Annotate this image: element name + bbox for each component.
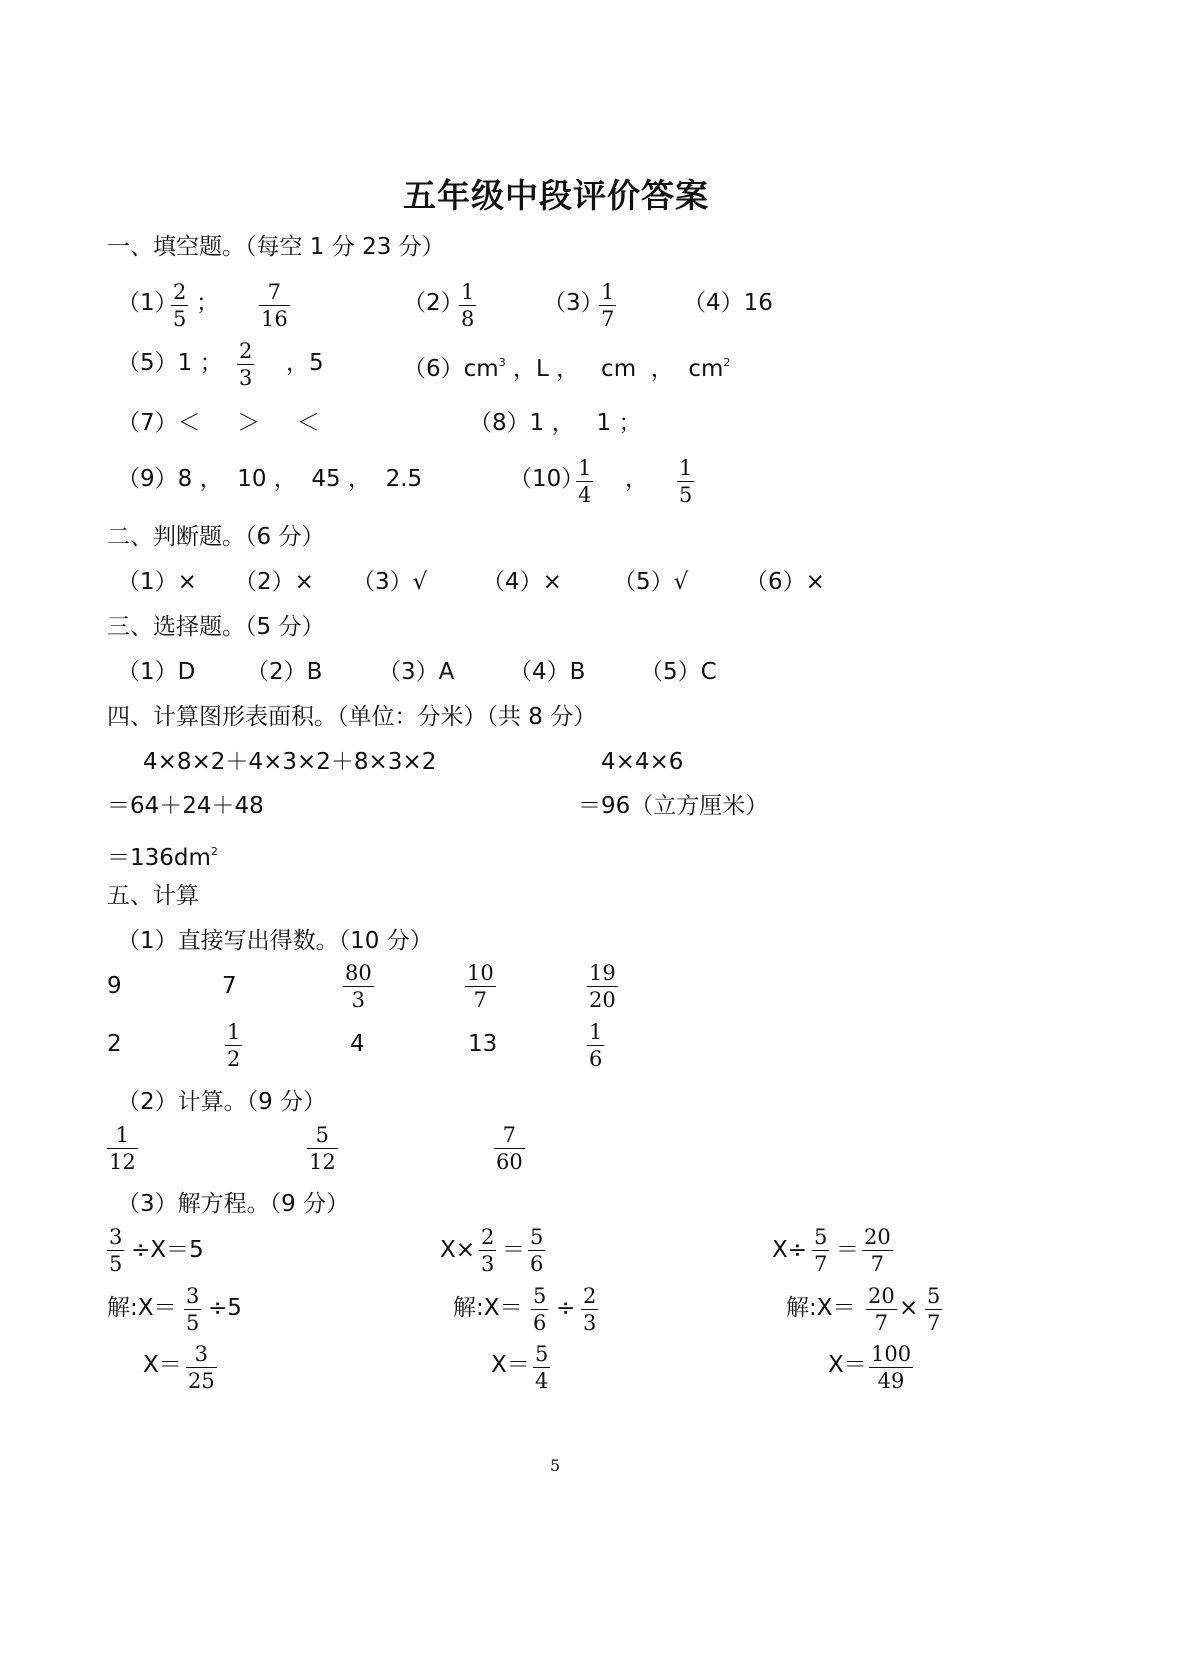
mental-answer: 4 bbox=[350, 1031, 365, 1057]
solve-label: 解:X＝ bbox=[786, 1295, 856, 1321]
x-equals: X＝ bbox=[828, 1352, 867, 1378]
q3-label: （3） bbox=[543, 290, 604, 316]
fraction: 3 5 bbox=[186, 1284, 200, 1335]
equation-text: ＝ bbox=[502, 1237, 525, 1263]
q9-answer: （9）8 ， 10 ， 45 ， 2.5 bbox=[117, 466, 423, 492]
judge-answer: （6）× bbox=[745, 569, 825, 595]
q10-sep: ， bbox=[625, 466, 648, 492]
section-2-heading: 二、判断题。（6 分） bbox=[107, 524, 325, 550]
fraction: 2 3 bbox=[239, 339, 253, 390]
calc-line: 4×8×2＋4×3×2＋8×3×2 bbox=[143, 749, 437, 775]
fraction: 2 3 bbox=[583, 1284, 597, 1335]
fraction: 1 2 bbox=[227, 1020, 241, 1071]
page-title: 五年级中段评价答案 bbox=[403, 176, 709, 215]
mental-answer: 2 bbox=[107, 1031, 122, 1057]
fraction: 80 3 bbox=[345, 961, 372, 1012]
q4-answer: （4）16 bbox=[683, 290, 773, 316]
q5-rest: ，5 bbox=[286, 350, 324, 376]
equation-text: X÷ bbox=[772, 1237, 808, 1263]
calc-line: 4×4×6 bbox=[601, 749, 684, 775]
fraction: 7 60 bbox=[496, 1123, 523, 1174]
choice-answer: （1）D bbox=[117, 659, 196, 685]
part-1-heading: （1）直接写出得数。（10 分） bbox=[117, 928, 433, 954]
x-equals: X＝ bbox=[143, 1352, 182, 1378]
q2-label: （2） bbox=[403, 290, 464, 316]
fraction: 1 8 bbox=[461, 280, 475, 331]
calc-result: ＝96（立方厘米） bbox=[578, 793, 769, 819]
fraction: 1 12 bbox=[109, 1123, 136, 1174]
page-number: 5 bbox=[550, 1456, 561, 1475]
fraction: 5 7 bbox=[814, 1225, 828, 1276]
x-equals: X＝ bbox=[491, 1352, 530, 1378]
equation-text: ＝ bbox=[836, 1237, 859, 1263]
mental-answer: 9 bbox=[107, 973, 122, 999]
section-1-heading: 一、填空题。（每空 1 分 23 分） bbox=[107, 234, 445, 260]
q1-sep: ； bbox=[196, 290, 219, 316]
q6-answer: $(6)cm^3$ ，L ， cm ， $cm^2$ bbox=[403, 356, 731, 382]
calc-result: $=136dm^2$ bbox=[107, 845, 218, 871]
section-4-heading: 四、计算图形表面积。（单位：分米）（共 8 分） bbox=[107, 704, 597, 730]
judge-answer: （3）√ bbox=[352, 569, 428, 595]
fraction: 20 7 bbox=[868, 1284, 895, 1335]
solve-label: 解:X＝ bbox=[107, 1295, 177, 1321]
fraction: 3 25 bbox=[188, 1342, 215, 1393]
choice-answer: （3）A bbox=[378, 659, 455, 685]
part-3-heading: （3）解方程。（9 分） bbox=[117, 1191, 350, 1217]
fraction: 5 6 bbox=[533, 1284, 547, 1335]
choice-answer: （5）C bbox=[640, 659, 717, 685]
fraction: 20 7 bbox=[864, 1225, 891, 1276]
judge-answer: （2）× bbox=[234, 569, 314, 595]
section-3-heading: 三、选择题。（5 分） bbox=[107, 614, 325, 640]
q8-answer: （8）1 ， 1 ； bbox=[469, 410, 642, 436]
fraction: 1 6 bbox=[589, 1020, 603, 1071]
q10-label: （10） bbox=[509, 466, 585, 492]
solve-label: 解:X＝ bbox=[453, 1295, 523, 1321]
part-2-heading: （2）计算。（9 分） bbox=[117, 1089, 327, 1115]
judge-answer: （5）√ bbox=[613, 569, 689, 595]
judge-answer: （4）× bbox=[482, 569, 562, 595]
equation-text: X× bbox=[440, 1237, 476, 1263]
q7-answer: （7）＜ ＞ ＜ bbox=[117, 410, 320, 436]
fraction: 19 20 bbox=[589, 961, 616, 1012]
fraction: 5 6 bbox=[530, 1225, 544, 1276]
fraction: 5 7 bbox=[927, 1284, 941, 1335]
fraction: 1 7 bbox=[601, 280, 615, 331]
q5-label: （5）1 ； bbox=[117, 350, 223, 376]
choice-answer: （2）B bbox=[246, 659, 323, 685]
fraction: 2 3 bbox=[481, 1225, 495, 1276]
fraction: 3 5 bbox=[109, 1225, 123, 1276]
q1-label: （1） bbox=[117, 290, 178, 316]
fraction: 1 4 bbox=[578, 456, 592, 507]
mental-answer: 7 bbox=[222, 973, 237, 999]
fraction: 7 16 bbox=[261, 280, 288, 331]
mental-answer: 13 bbox=[468, 1031, 498, 1057]
fraction: 100 49 bbox=[871, 1342, 912, 1393]
fraction: 5 4 bbox=[535, 1342, 549, 1393]
equation-text: ÷ bbox=[556, 1295, 576, 1321]
section-5-heading: 五、计算 bbox=[107, 883, 199, 909]
choice-answer: （4）B bbox=[509, 659, 586, 685]
calc-line: ＝64＋24＋48 bbox=[107, 793, 264, 819]
equation-text: × bbox=[899, 1295, 919, 1321]
fraction: 5 12 bbox=[309, 1123, 336, 1174]
fraction: 10 7 bbox=[467, 961, 494, 1012]
judge-answer: （1）× bbox=[117, 569, 197, 595]
fraction: 1 5 bbox=[679, 456, 693, 507]
equation-text: ÷5 bbox=[208, 1295, 242, 1321]
equation-text: ÷X＝5 bbox=[131, 1237, 204, 1263]
fraction: 2 5 bbox=[173, 280, 187, 331]
